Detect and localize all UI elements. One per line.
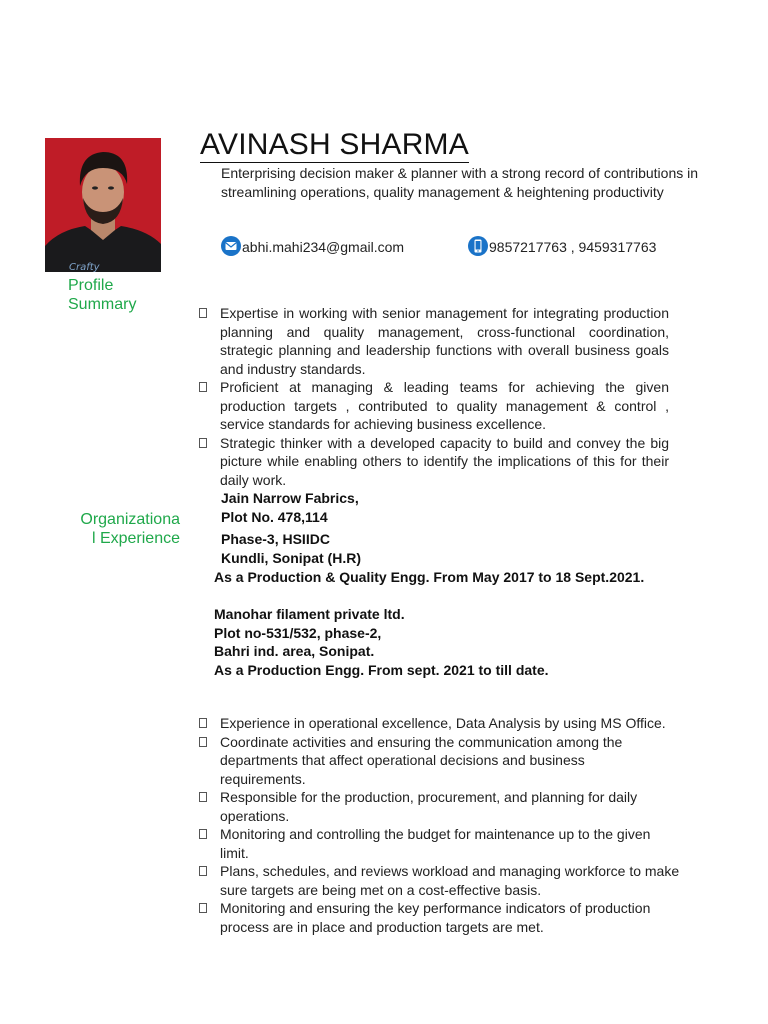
list-item: Expertise in working with senior management for integrating production planning and quality management, cross-functional coordination, strategic planning and leadership functions with overall business goals and industry standards. — [199, 304, 669, 378]
bullet-box-icon — [199, 903, 207, 913]
organizational-experience-label — [68, 510, 180, 548]
org-label-line-2: l Experience — [91, 530, 180, 547]
company-2-plot: Plot no-531/532, phase-2, — [214, 624, 382, 641]
email-address[interactable]: abhi.mahi234@gmail.com — [242, 239, 405, 255]
list-item: Experience in operational excellence, Data Analysis by using MS Office. — [199, 714, 699, 733]
list-item: Monitoring and controlling the budget for maintenance up to the given limit. — [199, 825, 660, 862]
mobile-phone-icon — [468, 236, 488, 256]
bullet-box-icon — [199, 718, 207, 728]
org-label-line-1: Organizationa — [80, 511, 180, 528]
bullet-box-icon — [199, 308, 207, 318]
email-contact — [221, 234, 404, 256]
company-2-role: As a Production Engg. From sept. 2021 to till date. — [214, 661, 549, 678]
svg-text:Crafty: Crafty — [69, 262, 100, 272]
tagline: Enterprising decision maker & planner with a strong record of contributions in streamlining operations, quality management & heightening productivity — [221, 165, 699, 200]
phone-numbers[interactable]: 9857217763 , 9459317763 — [489, 239, 657, 255]
candidate-name: AVINASH SHARMA — [200, 128, 469, 161]
company-2-area: Bahri ind. area, Sonipat. — [214, 643, 375, 659]
responsibilities-list — [199, 714, 699, 936]
bullet-box-icon — [199, 382, 207, 392]
company-1-plot: Plot No. 478,114 — [221, 508, 328, 525]
list-item: Coordinate activities and ensuring the communication among the departments that affect operational decisions and business requirements. — [199, 733, 660, 789]
email-icon — [221, 236, 241, 256]
company-1-address-a — [221, 489, 359, 526]
list-item: Monitoring and ensuring the key performance indicators of production process are in place and production targets are met. — [199, 899, 660, 936]
company-2-block — [214, 605, 549, 679]
list-item: Responsible for the production, procurement, and planning for daily operations. — [199, 788, 640, 825]
company-1-address-b — [221, 530, 361, 567]
company-1-role: As a Production & Quality Engg. From May 2017 to 18 Sept.2021. — [214, 569, 645, 585]
company-1-city: Kundli, Sonipat (H.R) — [221, 549, 361, 566]
bullet-box-icon — [199, 866, 207, 876]
profile-summary-list — [199, 304, 669, 489]
company-1-name: Jain Narrow Fabrics, — [221, 490, 359, 506]
bullet-box-icon — [199, 829, 207, 839]
bullet-box-icon — [199, 792, 207, 802]
company-1-phase: Phase-3, HSIIDC — [221, 531, 330, 547]
profile-photo — [45, 138, 161, 272]
bullet-box-icon — [199, 438, 207, 448]
list-item: Strategic thinker with a developed capacity to build and convey the big picture while enabling others to identify the implications of this for their daily work. — [199, 434, 669, 490]
list-item: Proficient at managing & leading teams for achieving the given production targets , contributed to quality management & control , service standards for achieving business excellence. — [199, 378, 669, 434]
list-item: Plans, schedules, and reviews workload and managing workforce to make sure targets are being met on a cost-effective basis. — [199, 862, 690, 899]
bullet-box-icon — [199, 737, 207, 747]
company-2-name: Manohar filament private ltd. — [214, 606, 405, 622]
profile-summary-label: Profile Summary — [68, 277, 137, 313]
phone-contact — [468, 234, 656, 256]
